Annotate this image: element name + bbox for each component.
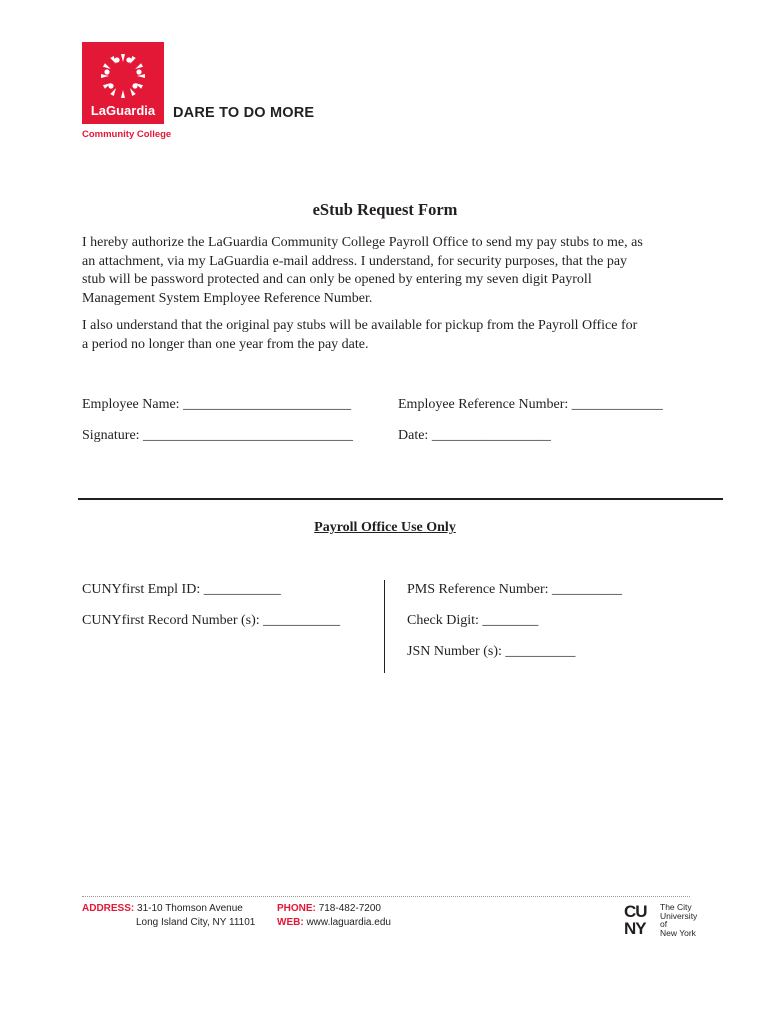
cuny-logo-mark [624, 903, 656, 939]
employee-name-field[interactable]: Employee Name: ________________________ [82, 397, 352, 412]
paragraph-line: I also understand that the original pay stubs will be available for pickup from the Payroll Office for [82, 318, 638, 333]
cuny-mark-top: CU [624, 902, 647, 921]
authorization-paragraph [82, 234, 694, 308]
jsn-number-field[interactable]: JSN Number (s): __________ [407, 644, 576, 659]
phone-number: 718-482-7200 [318, 903, 381, 914]
footer-divider [82, 896, 690, 897]
pms-reference-field[interactable]: PMS Reference Number: __________ [407, 582, 623, 597]
address-city: Long Island City, NY 11101 [136, 917, 256, 928]
employee-reference-field[interactable]: Employee Reference Number: _____________ [398, 397, 663, 412]
cuny-text-line: The City [660, 902, 692, 912]
cuny-text-line: of [660, 919, 668, 930]
cuny-text-line: University [660, 910, 698, 921]
logo-sunburst-icon [82, 42, 164, 106]
column-divider [384, 580, 385, 673]
cunyfirst-empl-id-field[interactable]: CUNYfirst Empl ID: ___________ [82, 582, 281, 597]
laguardia-logo [82, 42, 164, 124]
signature-field[interactable]: Signature: ______________________________ [82, 428, 354, 443]
web-link[interactable]: www.laguardia.edu [306, 917, 391, 928]
logo-subtitle: Community College [82, 129, 172, 140]
office-use-heading: Payroll Office Use Only [314, 520, 456, 535]
pickup-paragraph [82, 317, 694, 354]
tagline: DARE TO DO MORE [173, 105, 315, 121]
section-divider [78, 498, 723, 500]
paragraph-line: an attachment, via my LaGuardia e-mail address. I understand, for security purposes, that the pay [82, 253, 628, 269]
address-street: 31-10 Thomson Avenue [137, 903, 243, 914]
cuny-mark-bottom: NY [624, 919, 646, 938]
date-field[interactable]: Date: _________________ [398, 428, 551, 443]
web-label: WEB: [277, 917, 304, 928]
web-line [277, 917, 391, 928]
address-label: ADDRESS: [82, 903, 135, 914]
phone-line [277, 903, 381, 914]
address-line-1 [82, 903, 243, 914]
paragraph-line: Management System Employee Reference Number. [82, 290, 373, 306]
check-digit-field[interactable]: Check Digit: ________ [407, 613, 539, 628]
cuny-text-line: New York [660, 928, 696, 939]
cuny-logo-text [660, 903, 720, 938]
phone-label: PHONE: [277, 903, 316, 914]
paragraph-line: stub will be password protected and can only be opened by entering my seven digit Payroll [82, 272, 592, 287]
cunyfirst-record-number-field[interactable]: CUNYfirst Record Number (s): ___________ [82, 613, 341, 628]
form-title: eStub Request Form [312, 200, 458, 219]
paragraph-line: a period no longer than one year from the pay date. [82, 336, 369, 352]
logo-wordmark: LaGuardia [90, 103, 156, 118]
paragraph-line: I hereby authorize the LaGuardia Community College Payroll Office to send my pay stubs to me, as [82, 235, 643, 250]
